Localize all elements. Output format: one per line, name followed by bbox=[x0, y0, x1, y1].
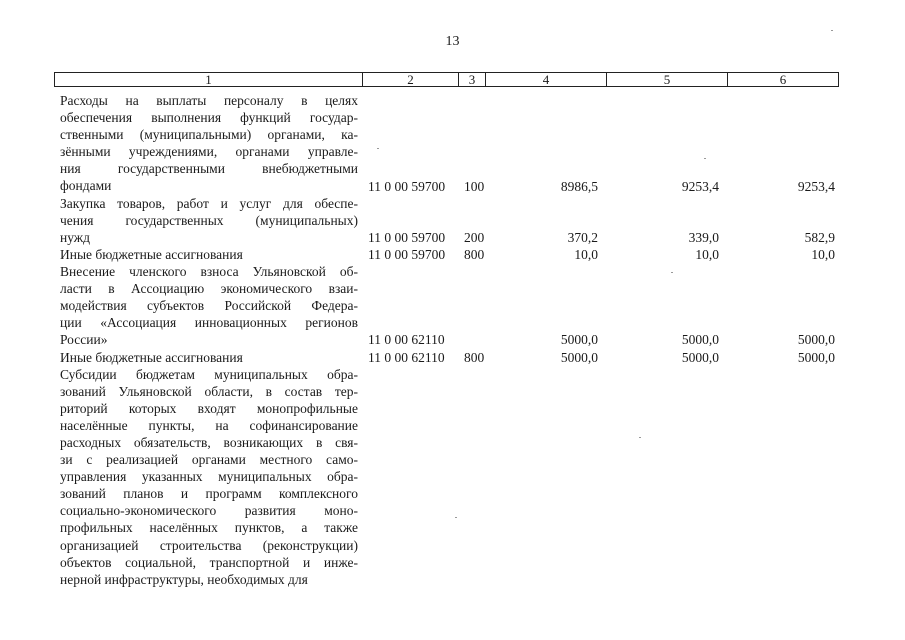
row-expense-type: 200 bbox=[464, 229, 485, 245]
row-value-col6: 9253,4 bbox=[797, 178, 835, 194]
page-number: 13 bbox=[445, 34, 460, 49]
description-line: зований планов и программ комплексного bbox=[60, 486, 358, 502]
row-value-col6: 582,9 bbox=[804, 229, 835, 245]
description-line: нужд bbox=[60, 229, 90, 245]
description-line: зи с реализацией органами местного само- bbox=[60, 452, 358, 468]
description-line: объектов социальной, транспортной и инже- bbox=[60, 554, 358, 570]
scan-speck bbox=[704, 158, 706, 159]
header-col-2: 2 bbox=[362, 73, 458, 86]
row-value-col5: 5000,0 bbox=[681, 332, 719, 348]
description-line: населённые пункты, на софинансирование bbox=[60, 417, 358, 433]
scan-speck bbox=[639, 437, 641, 438]
row-value-col5: 339,0 bbox=[688, 229, 719, 245]
row-code: 11 0 00 59700 bbox=[368, 178, 446, 194]
header-col-1: 1 bbox=[205, 72, 212, 87]
scan-speck bbox=[455, 517, 457, 518]
row-value-col4: 8986,5 bbox=[560, 178, 598, 194]
header-col-4: 4 bbox=[485, 73, 606, 86]
row-expense-type: 100 bbox=[464, 178, 485, 194]
row-description bbox=[60, 349, 358, 366]
description-line: Иные бюджетные ассигнования bbox=[60, 246, 243, 262]
description-line: нерной инфраструктуры, необходимых для bbox=[60, 571, 308, 587]
description-line: Закупка товаров, работ и услуг для обеспе- bbox=[60, 195, 358, 211]
scan-speck bbox=[671, 272, 673, 273]
description-line: организацией строительства (реконструкции) bbox=[60, 537, 358, 553]
description-line: зований Ульяновской области, в состав тер- bbox=[60, 383, 358, 399]
scan-speck bbox=[831, 30, 833, 31]
description-line: риторий которых входят монопрофильные bbox=[60, 400, 358, 416]
row-code: 11 0 00 62110 bbox=[368, 332, 445, 348]
row-code: 11 0 00 59700 bbox=[368, 246, 446, 262]
row-value-col5: 10,0 bbox=[695, 246, 719, 262]
row-expense-type: 800 bbox=[464, 349, 485, 365]
row-description bbox=[60, 246, 358, 263]
description-line: ния государственными внебюджетными bbox=[60, 161, 358, 177]
table-header bbox=[54, 72, 839, 87]
description-line: зёнными учреждениями, органами управле- bbox=[60, 144, 358, 160]
row-value-col6: 5000,0 bbox=[797, 349, 835, 365]
description-line: Расходы на выплаты персоналу в целях bbox=[60, 93, 358, 108]
description-line: Внесение членского взноса Ульяновской об- bbox=[60, 264, 358, 279]
description-line: Субсидии бюджетам муниципальных обра- bbox=[60, 366, 358, 382]
row-value-col5: 9253,4 bbox=[681, 178, 719, 194]
description-line: модействия субъектов Российской Федера- bbox=[60, 298, 358, 314]
scan-speck bbox=[377, 148, 379, 149]
row-value-col6: 5000,0 bbox=[797, 332, 835, 348]
description-line: расходных обязательств, возникающих в свя- bbox=[60, 434, 358, 450]
row-value-col6: 10,0 bbox=[811, 246, 835, 262]
description-line: Иные бюджетные ассигнования bbox=[60, 349, 243, 365]
row-description bbox=[60, 263, 358, 348]
row-description bbox=[60, 195, 358, 246]
description-line: чения государственных (муниципальных) bbox=[60, 212, 358, 228]
description-line: России» bbox=[60, 332, 108, 348]
description-line: управления указанных муниципальных обра- bbox=[60, 469, 358, 485]
row-value-col4: 5000,0 bbox=[560, 349, 598, 365]
row-description bbox=[60, 366, 358, 588]
description-line: профильных населённых пунктов, а также bbox=[60, 520, 358, 536]
header-col-5: 5 bbox=[606, 73, 727, 86]
header-col-3: 3 bbox=[458, 73, 485, 86]
header-col-6: 6 bbox=[727, 73, 838, 86]
row-value-col5: 5000,0 bbox=[681, 349, 719, 365]
row-value-col4: 370,2 bbox=[567, 229, 598, 245]
row-description bbox=[60, 92, 358, 195]
description-line: ласти в Ассоциацию экономического взаи- bbox=[60, 281, 358, 297]
description-line: фондами bbox=[60, 178, 112, 194]
description-line: ции «Ассоциация инновационных регионов bbox=[60, 315, 358, 331]
row-expense-type: 800 bbox=[464, 246, 485, 262]
row-code: 11 0 00 59700 bbox=[368, 229, 446, 245]
description-line: социально-экономического развития моно- bbox=[60, 503, 358, 519]
description-line: обеспечения выполнения функций государ- bbox=[60, 110, 358, 126]
row-value-col4: 5000,0 bbox=[560, 332, 598, 348]
description-line: ственными (муниципальными) органами, ка- bbox=[60, 127, 358, 143]
row-code: 11 0 00 62110 bbox=[368, 349, 445, 365]
row-value-col4: 10,0 bbox=[574, 246, 598, 262]
